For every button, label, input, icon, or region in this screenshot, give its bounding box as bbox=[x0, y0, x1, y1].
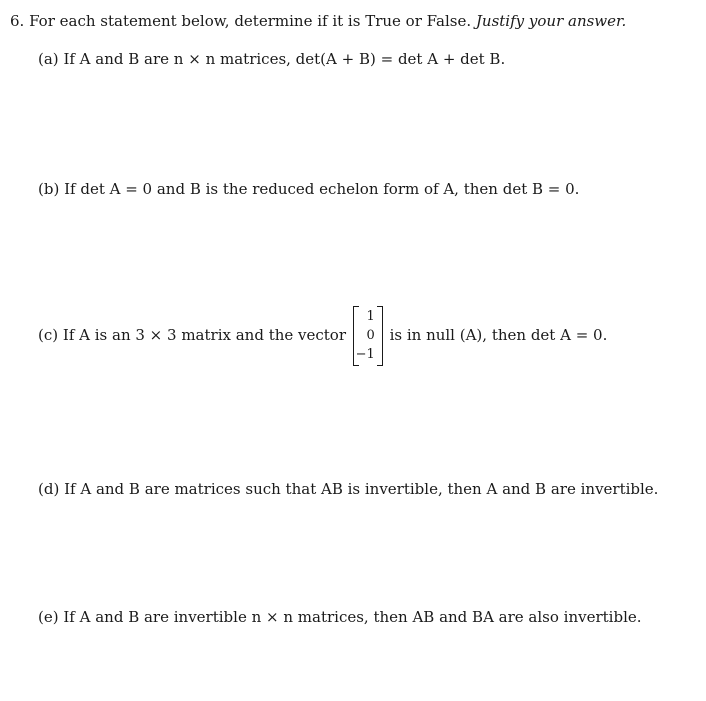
part-d-text: If A and B are matrices such that AB is invertible, then A and B are invertible. bbox=[64, 480, 659, 498]
vector-entry-2: 0 bbox=[366, 328, 375, 343]
problem-intro-emphasis: Justify your answer. bbox=[475, 12, 627, 30]
part-c bbox=[38, 306, 607, 366]
part-b-text: If det A = 0 and B is the reduced echelon form of A, then det B = 0. bbox=[64, 180, 580, 198]
problem-number: 6. bbox=[10, 12, 25, 30]
problem-intro: For each statement below, determine if it is True or False. bbox=[29, 12, 472, 30]
right-bracket bbox=[377, 306, 383, 366]
part-c-text-after: is in null (A), then det A = 0. bbox=[389, 326, 608, 344]
part-e bbox=[38, 608, 642, 626]
vector-entry-1: 1 bbox=[366, 309, 375, 324]
part-c-label: (c) bbox=[38, 326, 59, 344]
vector-entry-3: −1 bbox=[355, 347, 375, 362]
part-a bbox=[38, 50, 505, 68]
part-b-label: (b) bbox=[38, 180, 60, 198]
part-b bbox=[38, 180, 579, 198]
part-e-text: If A and B are invertible n × n matrices, then AB and BA are also invertible. bbox=[63, 608, 642, 626]
part-a-label: (a) bbox=[38, 50, 59, 68]
problem-statement bbox=[10, 12, 626, 30]
part-d-label: (d) bbox=[38, 480, 60, 498]
part-c-text-before: If A is an 3 × 3 matrix and the vector bbox=[62, 326, 347, 344]
column-vector bbox=[353, 306, 383, 366]
part-e-label: (e) bbox=[38, 608, 59, 626]
part-a-text: If A and B are n × n matrices, det(A + B) = det A + det B. bbox=[63, 50, 506, 68]
part-d bbox=[38, 480, 658, 498]
